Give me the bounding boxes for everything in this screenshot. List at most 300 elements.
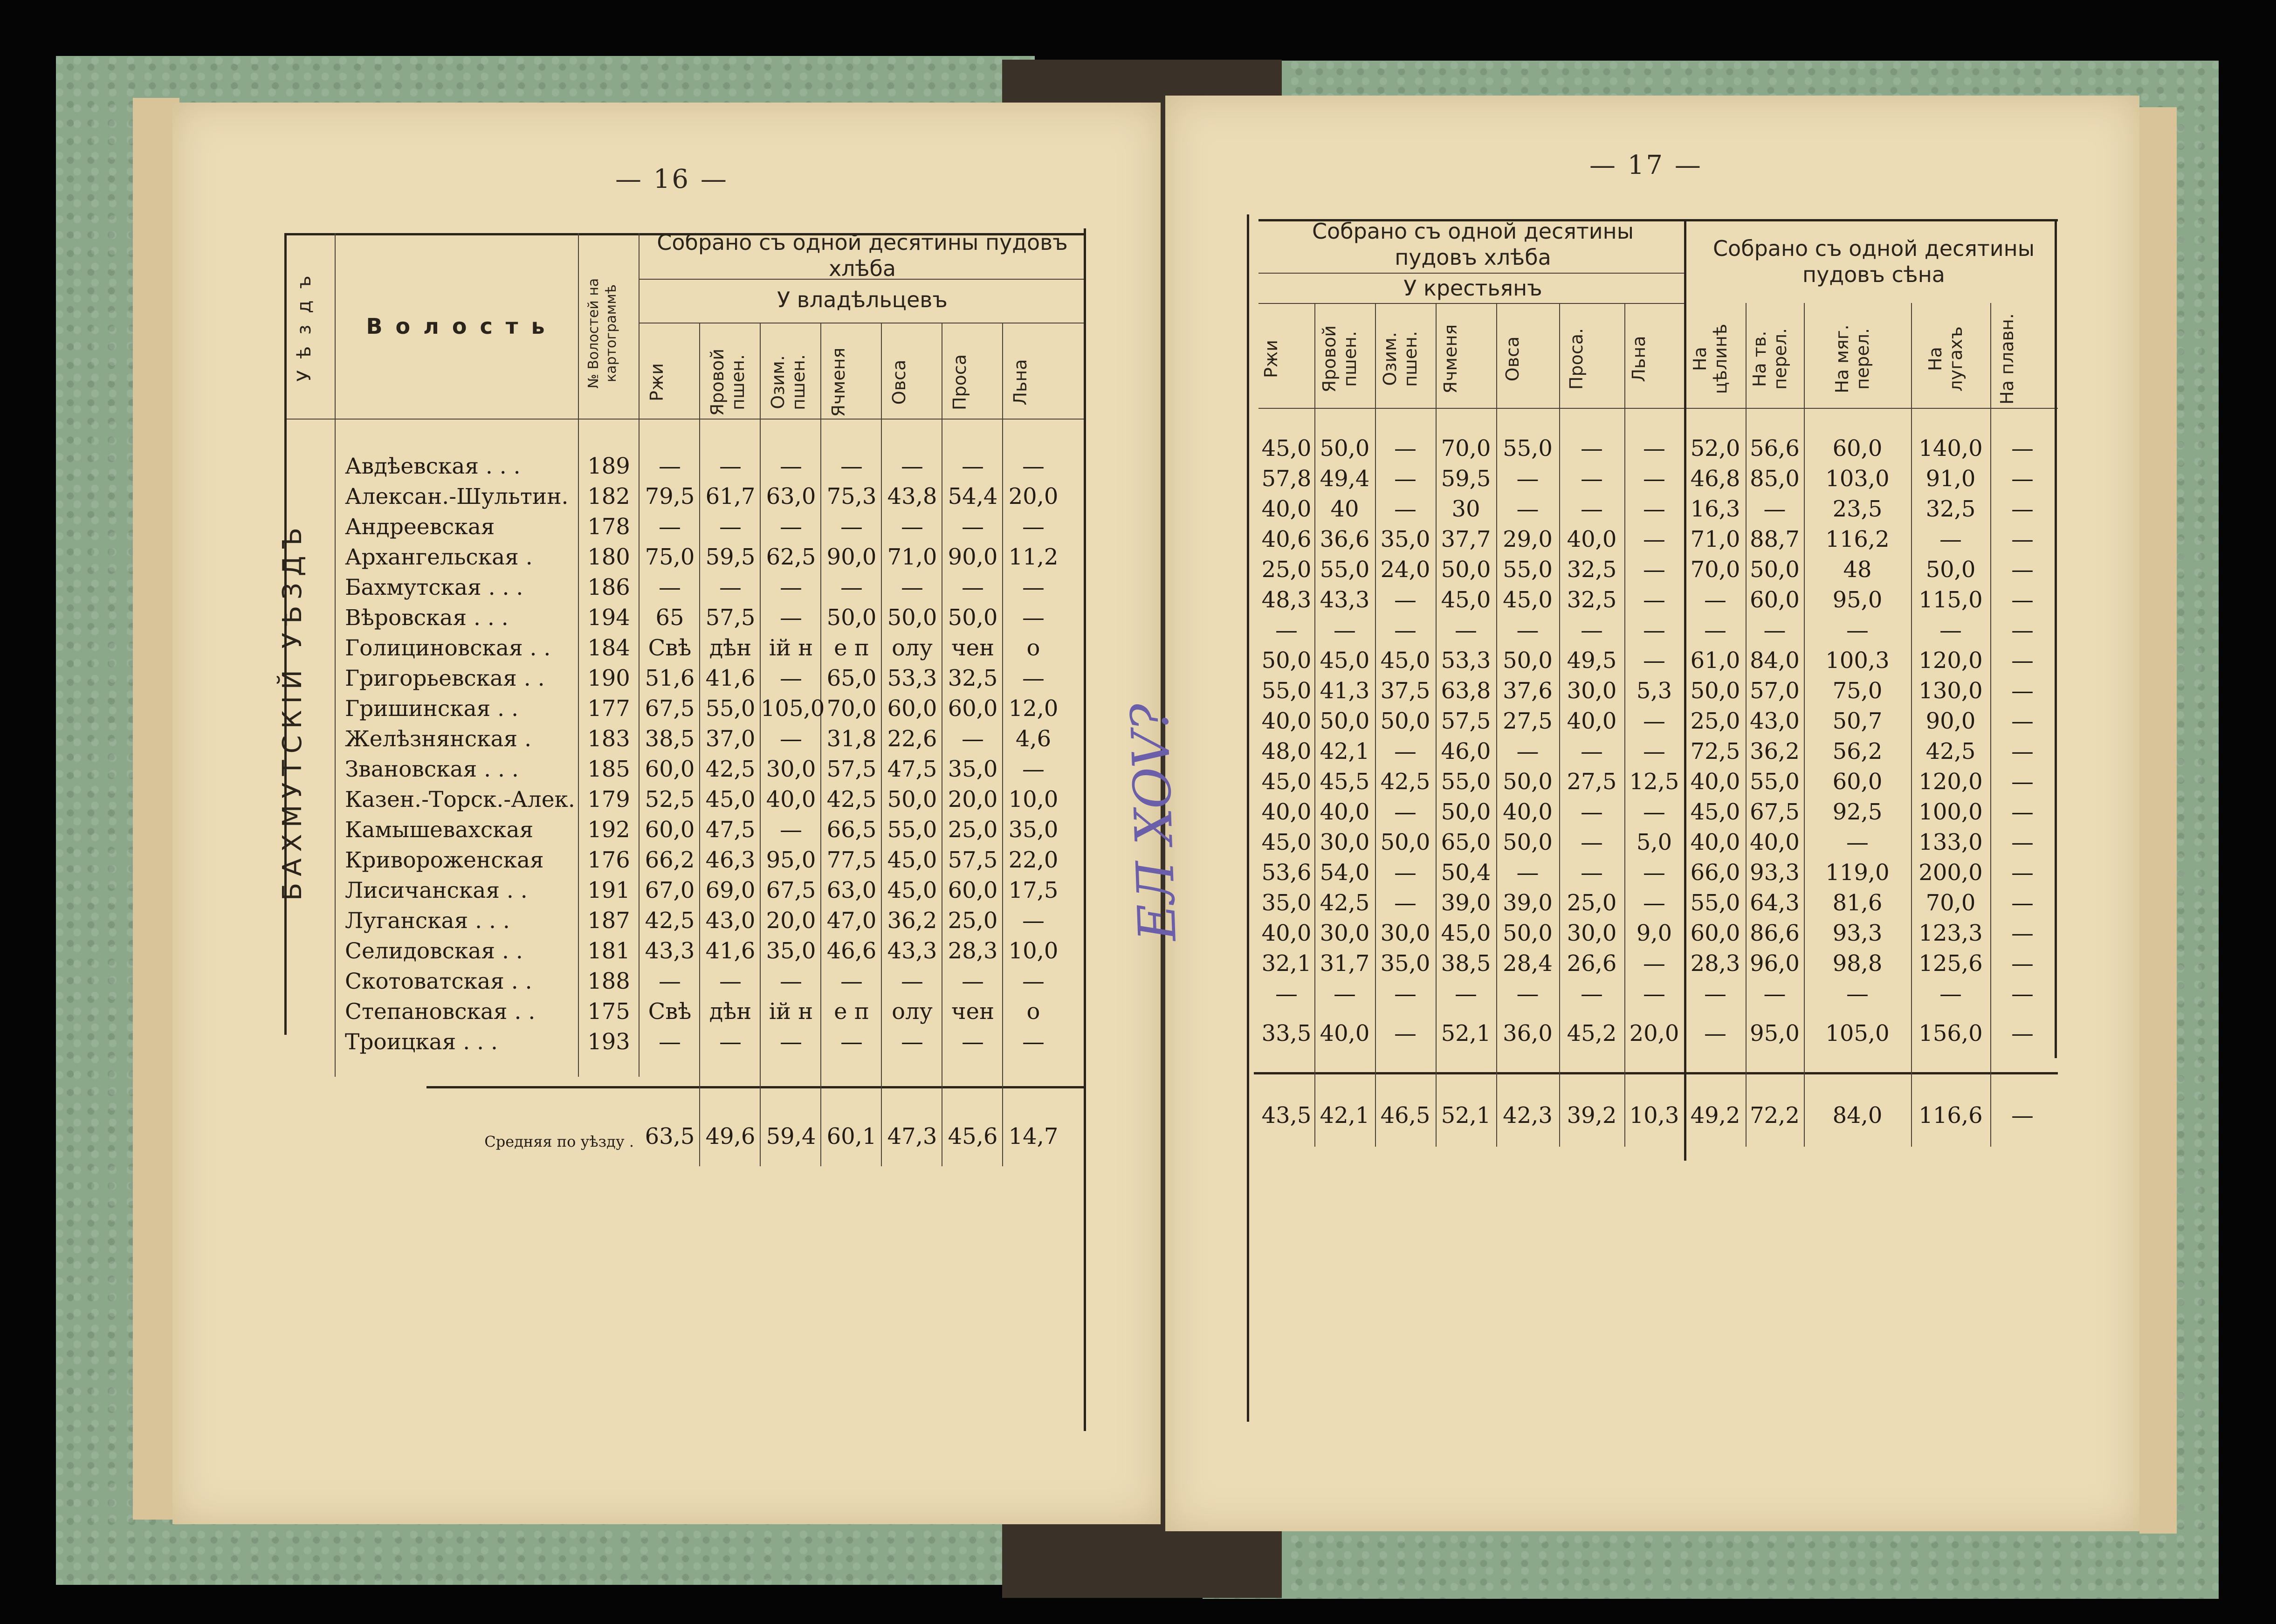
right-column-header: Яровой пшен.: [1319, 325, 1360, 393]
right-table-cell: —: [1939, 981, 1962, 1007]
left-table-cell: 60,0: [948, 877, 998, 903]
volost-name: Троицкая . . .: [345, 1029, 498, 1055]
left-table-cell: —: [1022, 968, 1045, 994]
right-table-cell: —: [2011, 557, 2034, 583]
right-table-cell: 42,5: [1380, 769, 1430, 795]
left-table-cell: —: [840, 453, 863, 479]
left-col-rule: [578, 233, 579, 1077]
left-table-cell: —: [719, 968, 742, 994]
left-table-cell: —: [780, 817, 802, 843]
right-table-cell: 50,0: [1925, 557, 1976, 583]
volost-number: 181: [587, 938, 630, 964]
volost-name: Селидовская . .: [345, 938, 523, 964]
right-table-cell: —: [1704, 617, 1726, 643]
volost-number: 183: [587, 726, 630, 752]
right-table-cell: 30,0: [1320, 920, 1370, 946]
left-table-cell: —: [962, 726, 984, 752]
right-table-cell: 119,0: [1825, 860, 1890, 886]
left-table-cell: 66,2: [645, 847, 695, 873]
right-table-cell: —: [1846, 617, 1869, 643]
right-table-cell: 55,0: [1441, 769, 1491, 795]
volost-name: Авдѣевская . . .: [345, 454, 521, 479]
left-table-cell: —: [1022, 908, 1045, 934]
right-table-cell: —: [1643, 617, 1665, 643]
left-group-header: Собрано съ одной десятины пудовъ хлѣба: [657, 230, 1068, 281]
left-table-cell: 31,8: [826, 726, 877, 752]
left-average-label: Средняя по уѣзду .: [484, 1133, 634, 1150]
right-table-cell: 103,0: [1825, 466, 1890, 492]
right-table-cell: 45,0: [1261, 769, 1312, 795]
right-table-cell: 50,0: [1503, 829, 1553, 855]
right-table-cell: —: [2011, 647, 2034, 674]
left-table-cell: 42,5: [705, 756, 756, 782]
right-table-cell: 125,6: [1918, 950, 1983, 977]
left-table-cell: 67,0: [645, 877, 695, 903]
uezd-header: У ѣ з д ъ: [294, 273, 315, 382]
left-table-cell: 51,6: [645, 665, 695, 691]
left-table-cell: дѣн: [709, 998, 752, 1025]
left-table-cell: —: [1022, 453, 1045, 479]
left-table-cell: 46,3: [705, 847, 756, 873]
left-table-cell: 11,2: [1008, 544, 1059, 570]
left-table-cell: 25,0: [948, 908, 998, 934]
right-table-cell: 55,0: [1503, 435, 1553, 461]
left-table-cell: 45,0: [705, 786, 756, 812]
right-table-cell: 36,0: [1503, 1020, 1553, 1046]
right-column-header: Ячменя: [1440, 324, 1461, 394]
right-table-cell: 57,5: [1441, 708, 1491, 734]
right-table-cell: 55,0: [1690, 890, 1740, 916]
left-table-cell: чен: [951, 998, 995, 1025]
hay-group-header: Собрано съ одной десятины пудовъ сѣна: [1712, 236, 2035, 287]
right-table-cell: 30,0: [1380, 920, 1430, 946]
left-table-cell: 61,7: [705, 483, 756, 509]
right-table-cell: 50,0: [1441, 799, 1491, 825]
left-crop-column-header: Льна: [1010, 359, 1031, 406]
left-table-cell: 47,5: [705, 817, 756, 843]
volost-number: 179: [587, 786, 630, 812]
left-table-cell: 90,0: [948, 544, 998, 570]
right-table-cell: —: [1455, 981, 1477, 1007]
left-crop-column-header: Ячменя: [828, 347, 849, 417]
right-table-cell: 98,8: [1832, 950, 1883, 977]
right-table-cell: —: [2011, 738, 2034, 764]
volost-number: 175: [587, 998, 630, 1025]
right-table-cell: 40,0: [1320, 1020, 1370, 1046]
left-table-cell: 63,0: [826, 877, 877, 903]
left-table-cell: —: [659, 453, 681, 479]
right-table-cell: 45,0: [1261, 435, 1312, 461]
left-table-cell: 59,5: [705, 544, 756, 570]
right-table-cell: —: [2011, 1020, 2034, 1046]
left-table-cell: 69,0: [705, 877, 756, 903]
left-table-cell: 28,3: [948, 938, 998, 964]
right-table-cell: 38,5: [1441, 950, 1491, 977]
left-table-cell: олу: [892, 635, 933, 661]
left-table-cell: —: [1022, 574, 1045, 600]
right-table-cell: 42,5: [1320, 890, 1370, 916]
right-table-cell: 45,0: [1320, 647, 1370, 674]
left-table-cell: 63,0: [766, 483, 816, 509]
right-table-cell: 26,6: [1567, 950, 1617, 977]
left-table-cell: Свѣ: [648, 635, 692, 661]
left-table-cell: чен: [951, 635, 995, 661]
right-table-cell: 40,0: [1690, 829, 1740, 855]
right-table-cell: 53,3: [1441, 647, 1491, 674]
left-table-cell: —: [659, 1029, 681, 1055]
right-table-cell: 95,0: [1750, 1020, 1800, 1046]
right-table-cell: —: [1643, 950, 1665, 977]
right-table-cell: 72,5: [1690, 738, 1740, 764]
left-table-cell: 35,0: [1008, 817, 1059, 843]
right-table-cell: 27,5: [1567, 769, 1617, 795]
left-table-cell: 67,5: [766, 877, 816, 903]
left-average-cell: 47,3: [887, 1123, 937, 1149]
volost-number: 184: [587, 635, 630, 661]
left-table-cell: о: [1026, 998, 1040, 1025]
right-table-cell: —: [1516, 496, 1539, 522]
right-header-mid-rule: [1258, 273, 1685, 274]
right-column-header: На мяг. перел.: [1832, 324, 1873, 393]
right-table-cell: —: [2011, 981, 2034, 1007]
right-table-cell: —: [1394, 799, 1416, 825]
left-table-cell: —: [962, 574, 984, 600]
right-table-cell: —: [1704, 981, 1726, 1007]
right-table-cell: 28,4: [1503, 950, 1553, 977]
right-table-cell: —: [1516, 981, 1539, 1007]
right-table-cell: 200,0: [1918, 860, 1983, 886]
left-table-cell: 67,5: [645, 695, 695, 722]
left-table-cell: 50,0: [948, 605, 998, 631]
left-table-cell: —: [840, 514, 863, 540]
left-table-cell: 42,5: [826, 786, 877, 812]
right-column-header: Льна: [1629, 336, 1649, 382]
right-average-cell: 43,5: [1261, 1102, 1312, 1129]
left-table-cell: —: [962, 453, 984, 479]
left-table-cell: —: [780, 605, 802, 631]
left-table-cell: —: [840, 1029, 863, 1055]
right-table-cell: 40,0: [1567, 526, 1617, 552]
right-table-cell: 20,0: [1629, 1020, 1679, 1046]
right-table-cell: 32,5: [1567, 587, 1617, 613]
right-table-cell: 50,0: [1320, 708, 1370, 734]
right-table-cell: 5,0: [1636, 829, 1672, 855]
right-table-cell: —: [1394, 890, 1416, 916]
right-table-cell: —: [2011, 708, 2034, 734]
right-table-cell: 50,7: [1832, 708, 1883, 734]
right-table-cell: 40,0: [1320, 799, 1370, 825]
right-table-cell: —: [2011, 678, 2034, 704]
right-table-cell: 50,0: [1503, 769, 1553, 795]
right-table-cell: 64,3: [1750, 890, 1800, 916]
margin-note: ЕЛ XOV?: [1120, 702, 1188, 943]
right-table-cell: 37,6: [1503, 678, 1553, 704]
right-table-cell: —: [1394, 435, 1416, 461]
right-table-cell: —: [2011, 860, 2034, 886]
volost-name: Кривороженская: [345, 847, 544, 873]
right-table-cell: —: [2011, 466, 2034, 492]
district-label: БАХМУТСКІЙ УѢЗДЪ: [277, 521, 308, 901]
right-table-cell: 36,2: [1750, 738, 1800, 764]
right-table-cell: —: [1939, 617, 1962, 643]
left-table-cell: 42,5: [645, 908, 695, 934]
volost-number: 185: [587, 756, 630, 782]
right-table-cell: 40,0: [1261, 496, 1312, 522]
left-table-cell: —: [840, 968, 863, 994]
volost-header: В о л о с т ь: [366, 314, 548, 339]
volost-name: Луганская . . .: [345, 908, 510, 934]
right-table-cell: —: [1394, 587, 1416, 613]
right-table-cell: 81,6: [1832, 890, 1883, 916]
right-column-header: Овса: [1502, 336, 1523, 382]
right-table-cell: 31,7: [1320, 950, 1370, 977]
right-table-cell: 100,3: [1825, 647, 1890, 674]
right-table-cell: —: [1704, 587, 1726, 613]
left-table-cell: 20,0: [1008, 483, 1059, 509]
right-table-cell: 35,0: [1380, 526, 1430, 552]
right-average-cell: 39,2: [1567, 1102, 1617, 1129]
right-average-cell: —: [2011, 1102, 2034, 1129]
right-table-cell: 5,3: [1636, 678, 1672, 704]
left-average-cell: 59,4: [766, 1123, 816, 1149]
right-table-cell: 156,0: [1918, 1020, 1983, 1046]
right-page-edge: [2139, 107, 2177, 1534]
right-table-cell: —: [1581, 466, 1603, 492]
right-table-cell: 61,0: [1690, 647, 1740, 674]
left-table-cell: дѣн: [709, 635, 752, 661]
right-column-header: На плавн.: [1997, 313, 2017, 405]
right-table-cell: —: [1643, 435, 1665, 461]
left-table-cell: 46,6: [826, 938, 877, 964]
right-table-cell: —: [1643, 708, 1665, 734]
left-table-cell: 60,0: [645, 817, 695, 843]
right-table-cell: —: [1516, 466, 1539, 492]
left-table-cell: —: [780, 574, 802, 600]
left-table-cell: 62,5: [766, 544, 816, 570]
right-table-cell: —: [1581, 496, 1603, 522]
right-column-header: Ржи: [1261, 340, 1281, 378]
right-table-cell: —: [1643, 587, 1665, 613]
right-average-cell: 49,2: [1690, 1102, 1740, 1129]
left-page-number: — 16 —: [615, 164, 729, 194]
right-table-cell: 93,3: [1750, 860, 1800, 886]
right-table-cell: 45,0: [1441, 587, 1491, 613]
volost-number: 187: [587, 908, 630, 934]
right-table-cell: 40,0: [1567, 708, 1617, 734]
right-table-cell: —: [1394, 860, 1416, 886]
right-table-cell: 45,0: [1380, 647, 1430, 674]
left-table-cell: —: [659, 968, 681, 994]
right-table-cell: 42,5: [1925, 738, 1976, 764]
right-column-header: На лугахъ: [1925, 326, 1966, 392]
right-table-cell: 40,0: [1261, 920, 1312, 946]
left-average-cell: 63,5: [645, 1123, 695, 1149]
left-table-cell: 55,0: [887, 817, 937, 843]
right-table-cell: 92,5: [1832, 799, 1883, 825]
right-table-cell: 40,6: [1261, 526, 1312, 552]
right-table-cell: 60,0: [1832, 769, 1883, 795]
volost-name: Вѣровская . . .: [345, 605, 509, 631]
right-table-cell: —: [1455, 617, 1477, 643]
right-table-cell: 43,0: [1750, 708, 1800, 734]
left-table-cell: —: [1022, 1029, 1045, 1055]
right-table-cell: —: [1763, 496, 1786, 522]
right-table-cell: 70,0: [1441, 435, 1491, 461]
left-subgroup-header: У владѣльцевъ: [777, 287, 948, 312]
right-table-cell: —: [1643, 981, 1665, 1007]
left-table-cell: 41,6: [705, 938, 756, 964]
left-table-cell: 35,0: [766, 938, 816, 964]
number-header: № Волостей на картограммѣ: [585, 278, 619, 389]
right-table-cell: —: [1334, 617, 1356, 643]
right-table-cell: 32,5: [1567, 557, 1617, 583]
left-table-cell: —: [840, 574, 863, 600]
right-table-cell: —: [1581, 738, 1603, 764]
right-table-cell: 56,6: [1750, 435, 1800, 461]
right-average-cell: 10,3: [1629, 1102, 1679, 1129]
left-table-cell: ій н: [769, 998, 813, 1025]
left-table-cell: 45,0: [887, 877, 937, 903]
volost-name: Звановская . . .: [345, 757, 519, 782]
right-table-cell: —: [1394, 981, 1416, 1007]
right-column-header: Озим. пшен.: [1380, 331, 1421, 387]
right-table-cell: 133,0: [1918, 829, 1983, 855]
left-table-cell: —: [962, 1029, 984, 1055]
right-table-cell: 93,3: [1832, 920, 1883, 946]
right-table-cell: —: [1643, 526, 1665, 552]
right-average-cell: 72,2: [1750, 1102, 1800, 1129]
right-table-cell: —: [1643, 860, 1665, 886]
right-table-cell: 90,0: [1925, 708, 1976, 734]
right-table-cell: —: [1643, 647, 1665, 674]
left-table-cell: 50,0: [826, 605, 877, 631]
right-table-cell: —: [1643, 890, 1665, 916]
right-table-cell: 37,5: [1380, 678, 1430, 704]
left-table-cell: 43,3: [887, 938, 937, 964]
volost-number: 180: [587, 544, 630, 570]
right-header-low-rule: [1258, 303, 1685, 304]
right-table-cell: —: [2011, 435, 2034, 461]
right-table-cell: —: [1763, 981, 1786, 1007]
left-average-cell: 45,6: [948, 1123, 998, 1149]
right-table-cell: —: [1334, 981, 1356, 1007]
left-crop-column-header: Овса: [889, 359, 909, 405]
right-table-cell: 40,0: [1750, 829, 1800, 855]
right-table-cell: 50,4: [1441, 860, 1491, 886]
right-table-cell: 115,0: [1918, 587, 1983, 613]
right-table-cell: 45,0: [1503, 587, 1553, 613]
right-table-cell: 116,2: [1825, 526, 1890, 552]
right-table-cell: 46,8: [1690, 466, 1740, 492]
right-table-cell: —: [1846, 829, 1869, 855]
right-table-left-rule: [1247, 214, 1249, 1422]
right-table-cell: —: [1763, 617, 1786, 643]
left-table-cell: 12,0: [1008, 695, 1059, 722]
volost-number: 193: [587, 1029, 630, 1055]
right-table-cell: 75,0: [1832, 678, 1883, 704]
right-table-cell: 48: [1843, 557, 1872, 583]
volost-number: 191: [587, 877, 630, 903]
left-table-cell: 35,0: [948, 756, 998, 782]
right-table-cell: 50,0: [1261, 647, 1312, 674]
right-table-cell: 9,0: [1636, 920, 1672, 946]
right-table-cell: —: [1581, 981, 1603, 1007]
right-table-cell: 70,0: [1690, 557, 1740, 583]
left-table-cell: —: [901, 1029, 923, 1055]
left-table-cell: 4,6: [1015, 726, 1052, 752]
volost-number: 192: [587, 817, 630, 843]
right-table-cell: 16,3: [1690, 496, 1740, 522]
right-table-cell: 120,0: [1918, 647, 1983, 674]
right-table-cell: —: [2011, 799, 2034, 825]
right-table-cell: 56,2: [1832, 738, 1883, 764]
right-table-cell: 42,1: [1320, 738, 1370, 764]
left-total-rule: [426, 1086, 1086, 1088]
right-table-cell: 12,5: [1629, 769, 1679, 795]
right-table-cell: 36,6: [1320, 526, 1370, 552]
volost-name: Желѣзнянская .: [345, 726, 532, 752]
left-table-cell: —: [962, 514, 984, 540]
right-average-cell: 46,5: [1380, 1102, 1430, 1129]
left-crop-column-header: Проса: [949, 354, 970, 411]
left-table-cell: 65: [655, 605, 684, 631]
right-table-cell: 86,6: [1750, 920, 1800, 946]
right-header-bottom-rule: [1258, 408, 2058, 409]
right-table-cell: 29,0: [1503, 526, 1553, 552]
right-table-cell: —: [1704, 1020, 1726, 1046]
right-table-cell: 45,5: [1320, 769, 1370, 795]
right-table-cell: 40,0: [1690, 769, 1740, 795]
right-table-cell: 88,7: [1750, 526, 1800, 552]
right-table-cell: 55,0: [1320, 557, 1370, 583]
right-table-cell: 40,0: [1261, 799, 1312, 825]
left-table-cell: 45,0: [887, 847, 937, 873]
left-table-cell: е п: [834, 635, 869, 661]
left-table-cell: —: [780, 453, 802, 479]
left-table-cell: 43,0: [705, 908, 756, 934]
left-table-cell: —: [901, 453, 923, 479]
right-table-cell: 60,0: [1750, 587, 1800, 613]
right-table-cell: 71,0: [1690, 526, 1740, 552]
left-table-cell: —: [719, 514, 742, 540]
right-table-cell: 37,7: [1441, 526, 1491, 552]
right-table-cell: 40,0: [1503, 799, 1553, 825]
right-table-cell: 52,1: [1441, 1020, 1491, 1046]
volost-name: Гришинская . .: [345, 696, 519, 722]
right-table-cell: 41,3: [1320, 678, 1370, 704]
left-table-cell: олу: [892, 998, 933, 1025]
volost-number: 186: [587, 574, 630, 600]
right-average-cell: 42,1: [1320, 1102, 1370, 1129]
left-crop-column-header: Озим. пшен.: [768, 354, 809, 410]
right-table-cell: 46,0: [1441, 738, 1491, 764]
right-table-cell: 33,5: [1261, 1020, 1312, 1046]
right-table-cell: 30: [1451, 496, 1480, 522]
volost-number: 177: [587, 695, 630, 722]
left-average-cell: 14,7: [1008, 1123, 1059, 1149]
volost-name: Архангельская .: [345, 544, 533, 570]
right-subgroup-header: У крестьянъ: [1403, 275, 1542, 301]
left-table-cell: о: [1026, 635, 1040, 661]
right-table-cell: —: [1581, 829, 1603, 855]
left-table-cell: 57,5: [826, 756, 877, 782]
left-col-rule: [335, 233, 336, 1077]
right-table-cell: 54,0: [1320, 860, 1370, 886]
right-table-cell: 25,0: [1567, 890, 1617, 916]
volost-number: 182: [587, 483, 630, 509]
right-table-cell: 55,0: [1750, 769, 1800, 795]
right-table-cell: 60,0: [1690, 920, 1740, 946]
